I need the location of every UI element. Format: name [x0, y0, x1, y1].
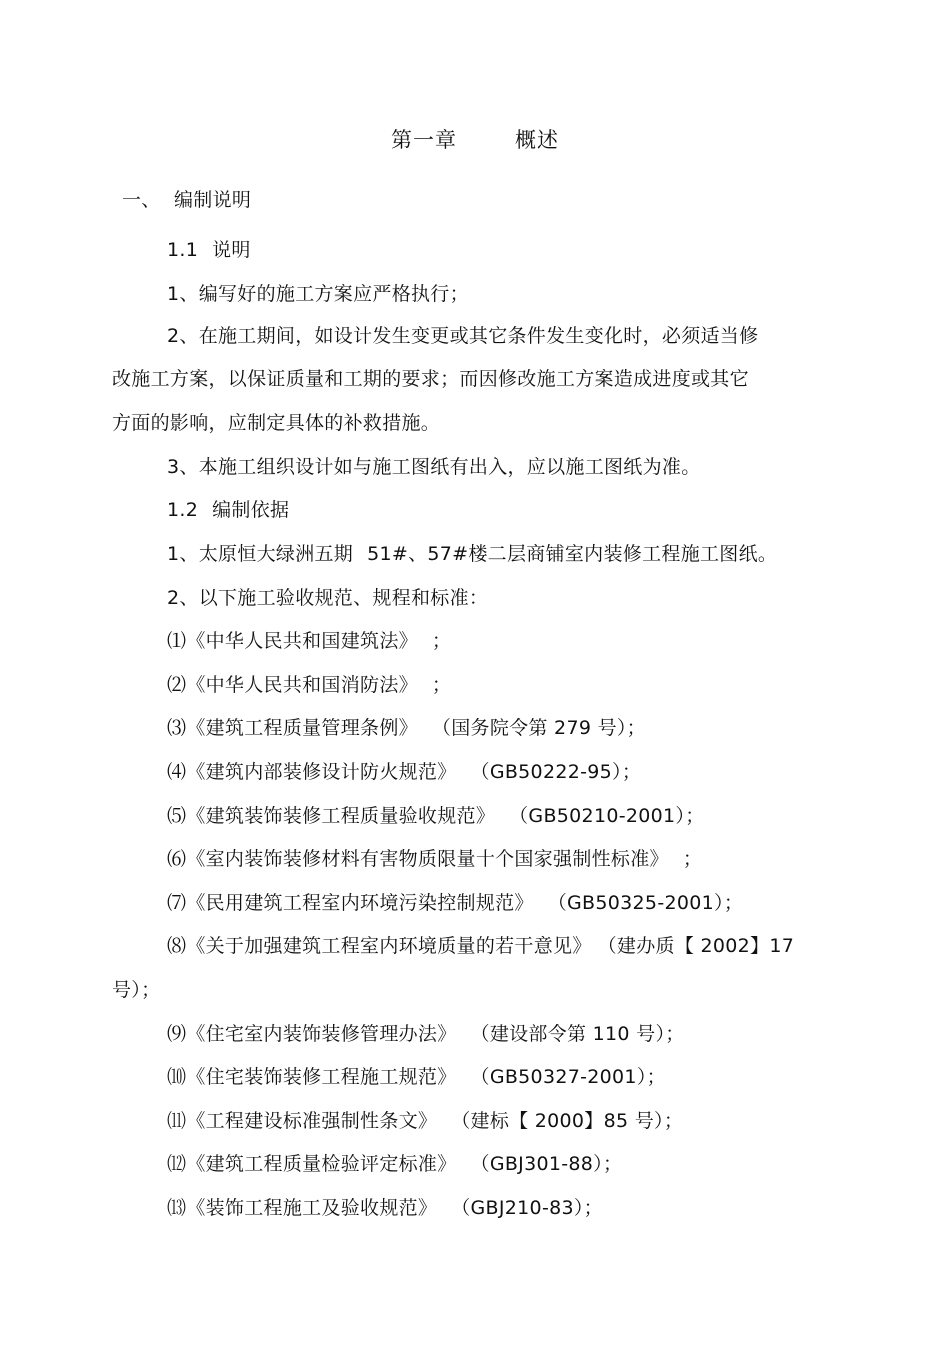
standard-name: 《住宅装饰装修工程施工规范》 [186, 1066, 457, 1088]
chapter-name: 概述 [515, 128, 559, 152]
basis-1-text: 51#、57#楼二层商铺室内装修工程施工图纸。 [367, 543, 778, 565]
standard-code: （GB50327-2001）； [470, 1066, 666, 1088]
standard-item [167, 1108, 683, 1134]
note-2-line-1: 2、在施工期间，如设计发生变更或其它条件发生变化时，必须适当修 [167, 325, 759, 347]
note-3: 3、本施工组织设计如与施工图纸有出入，应以施工图纸为准。 [167, 456, 701, 478]
standard-number: ⒀ [167, 1197, 187, 1219]
standard-number: ⑴ [167, 630, 187, 652]
standard-code: （建办质【 2002】17 [597, 935, 795, 957]
standard-number: ⑸ [167, 805, 187, 827]
basis-2: 2、以下施工验收规范、规程和标准： [167, 587, 489, 609]
subsection-number: 1.2 [167, 499, 199, 521]
standard-code: （国务院令第 279 号）； [431, 717, 646, 739]
standard-name: 《装饰工程施工及验收规范》 [186, 1197, 438, 1219]
standard-item [167, 1021, 685, 1047]
standard-number: ⑷ [167, 761, 187, 783]
standard-item [167, 672, 451, 698]
standard-name: 《建筑装饰装修工程质量验收规范》 [186, 805, 496, 827]
standard-name: 《中华人民共和国建筑法》 [186, 630, 418, 652]
standard-code: （GB50325-2001）； [547, 892, 744, 914]
standard-code: ； [431, 674, 452, 696]
standard-item [167, 890, 743, 916]
standard-name: 《建筑内部装修设计防火规范》 [186, 761, 457, 783]
subsection-number: 1.1 [167, 239, 199, 261]
standard-code: （建设部令第 110 号）； [470, 1023, 685, 1045]
standard-code: （GBJ210-83）； [451, 1197, 603, 1219]
standard-name: 《室内装饰装修材料有害物质限量十个国家强制性标准》 [186, 848, 669, 870]
standard-item [167, 933, 794, 959]
standard-code: ； [431, 630, 452, 652]
subsection-heading-1-2 [167, 497, 289, 523]
note-1: 1、编写好的施工方案应严格执行； [167, 283, 469, 305]
standard-name: 《关于加强建筑工程室内环境质量的若干意见》 [186, 935, 592, 957]
chapter-title [0, 126, 950, 154]
standard-code: ； [682, 848, 703, 870]
chapter-label: 第一章 [391, 128, 457, 152]
standard-item [167, 1195, 603, 1221]
standard-name: 《建筑工程质量管理条例》 [186, 717, 418, 739]
standard-number: ⑶ [167, 717, 187, 739]
standard-name: 《工程建设标准强制性条文》 [186, 1110, 438, 1132]
standard-item [167, 803, 705, 829]
note-2-line-2: 改施工方案，以保证质量和工期的要求；而因修改施工方案造成进度或其它 [112, 368, 749, 390]
subsection-title: 说明 [212, 239, 251, 261]
standard-number: ⑾ [167, 1110, 187, 1132]
standard-number: ⑺ [167, 892, 187, 914]
standard-number: ⑹ [167, 848, 187, 870]
subsection-heading-1-1 [167, 237, 251, 263]
standard-number: ⑿ [167, 1153, 187, 1175]
standard-number: ⑵ [167, 674, 187, 696]
standard-code: （建标【 2000】85 号）； [451, 1110, 684, 1132]
standard-item [167, 1064, 666, 1090]
standard-number: ⑻ [167, 935, 187, 957]
basis-1 [167, 541, 777, 567]
standard-item [167, 628, 451, 654]
standard-code: （GB50210-2001）； [509, 805, 705, 827]
standard-code: （GB50222-95）； [470, 761, 642, 783]
standard-number: ⑽ [167, 1066, 187, 1088]
subsection-title: 编制依据 [212, 499, 290, 521]
standard-item [167, 759, 641, 785]
standard-code: （GBJ301-88）； [470, 1153, 623, 1175]
section-number: 一、 [122, 189, 161, 211]
standard-item [167, 846, 702, 872]
standard-name: 《民用建筑工程室内环境污染控制规范》 [186, 892, 534, 914]
standard-number: ⑼ [167, 1023, 187, 1045]
section-heading [122, 187, 251, 213]
standard-name: 《中华人民共和国消防法》 [186, 674, 418, 696]
standard-name: 《建筑工程质量检验评定标准》 [186, 1153, 457, 1175]
standard-item [167, 715, 646, 741]
section-title: 编制说明 [174, 189, 252, 211]
standard-item-continuation: 号）； [112, 979, 161, 1001]
standard-name: 《住宅室内装饰装修管理办法》 [186, 1023, 457, 1045]
basis-1-prefix: 1、太原恒大绿洲五期 [167, 543, 354, 565]
standard-item [167, 1151, 622, 1177]
note-2-line-3: 方面的影响，应制定具体的补救措施。 [112, 412, 441, 434]
